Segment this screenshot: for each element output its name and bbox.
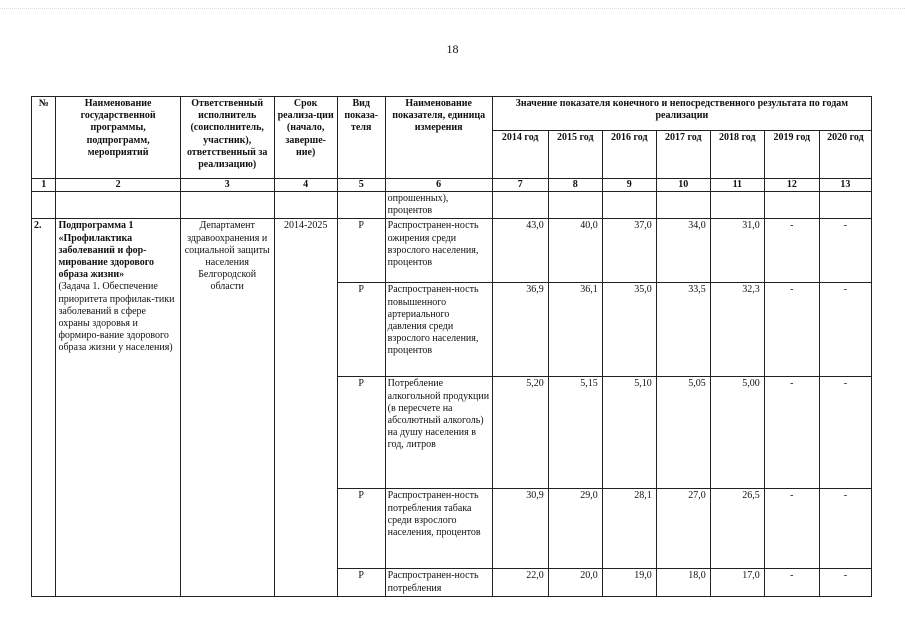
value-cell: 31,0: [710, 219, 764, 283]
value-cell: -: [764, 377, 819, 489]
col-number: 1: [32, 179, 56, 192]
scan-edge: [0, 0, 905, 9]
value-cell: -: [819, 489, 871, 569]
value-cell: 5,00: [710, 377, 764, 489]
col-number: 7: [492, 179, 548, 192]
value-cell: 36,1: [548, 283, 602, 377]
header-indicator: Наименование показателя, единица измерения: [385, 97, 492, 179]
indicators-table: [31, 96, 872, 597]
header-row-1: [32, 97, 872, 131]
value-cell: -: [819, 377, 871, 489]
subprogram-task: (Задача 1. Обеспечение приоритета профилак-тики заболеваний в сфере охраны здоровья и формиро-вание здорового образа жизни у населения): [58, 281, 175, 354]
table-row: [32, 219, 872, 283]
subprogram-cell: [56, 219, 180, 597]
value-cell: 26,5: [710, 489, 764, 569]
cell-empty: [492, 192, 548, 219]
col-number: 13: [819, 179, 871, 192]
col-number: 10: [656, 179, 710, 192]
indicator-type: Р: [337, 489, 385, 569]
cell-empty: [710, 192, 764, 219]
value-cell: 17,0: [710, 569, 764, 597]
value-cell: 27,0: [656, 489, 710, 569]
header-year: 2017 год: [656, 131, 710, 179]
value-cell: 30,9: [492, 489, 548, 569]
header-name: Наименование государственной программы, подпрограмм, мероприятий: [56, 97, 180, 179]
cell-empty: [764, 192, 819, 219]
header-type: Вид показа-теля: [337, 97, 385, 179]
table-row-continuation: [32, 192, 872, 219]
cell-empty: [656, 192, 710, 219]
col-number: 6: [385, 179, 492, 192]
period: 2014-2025: [274, 219, 337, 597]
indicator-name: Потребление алкогольной продукции (в пересчете на абсолютный алкоголь) на душу населения в год, литров: [385, 377, 492, 489]
value-cell: 35,0: [602, 283, 656, 377]
value-cell: 36,9: [492, 283, 548, 377]
col-number: 12: [764, 179, 819, 192]
value-cell: 43,0: [492, 219, 548, 283]
value-cell: -: [764, 219, 819, 283]
indicator-type: Р: [337, 569, 385, 597]
page-number: 18: [446, 42, 459, 56]
header-year: 2016 год: [602, 131, 656, 179]
indicator-type: Р: [337, 219, 385, 283]
value-cell: 18,0: [656, 569, 710, 597]
indicator-name: Распространен-ность потребления: [385, 569, 492, 597]
cell-empty: [337, 192, 385, 219]
value-cell: 5,20: [492, 377, 548, 489]
col-number: 9: [602, 179, 656, 192]
header-year: 2018 год: [710, 131, 764, 179]
value-cell: -: [764, 283, 819, 377]
cell-empty: [274, 192, 337, 219]
value-cell: 19,0: [602, 569, 656, 597]
indicator-type: Р: [337, 377, 385, 489]
value-cell: 37,0: [602, 219, 656, 283]
value-cell: -: [819, 283, 871, 377]
indicator-name: Распространен-ность потребления табака среди взрослого населения, процентов: [385, 489, 492, 569]
col-number: 3: [180, 179, 274, 192]
header-year: 2020 год: [819, 131, 871, 179]
value-cell: 33,5: [656, 283, 710, 377]
header-year: 2015 год: [548, 131, 602, 179]
indicator-name: Распространен-ность ожирения среди взрослого населения, процентов: [385, 219, 492, 283]
value-cell: 20,0: [548, 569, 602, 597]
col-number: 2: [56, 179, 180, 192]
cell-empty: [819, 192, 871, 219]
cell-empty: [32, 192, 56, 219]
subprogram-number: 2.: [32, 219, 56, 597]
value-cell: 22,0: [492, 569, 548, 597]
value-cell: -: [764, 569, 819, 597]
col-number: 8: [548, 179, 602, 192]
col-number: 5: [337, 179, 385, 192]
header-no: №: [32, 97, 56, 179]
header-year: 2014 год: [492, 131, 548, 179]
header-year: 2019 год: [764, 131, 819, 179]
col-number: 11: [710, 179, 764, 192]
header-values: Значение показателя конечного и непосредственного результата по годам реализации: [492, 97, 871, 131]
value-cell: 5,10: [602, 377, 656, 489]
indicator-name: опрошенных), процентов: [385, 192, 492, 219]
value-cell: 34,0: [656, 219, 710, 283]
header-period: Срок реализа-ции (начало, заверше-ние): [274, 97, 337, 179]
indicator-type: Р: [337, 283, 385, 377]
value-cell: 40,0: [548, 219, 602, 283]
value-cell: 32,3: [710, 283, 764, 377]
value-cell: 5,15: [548, 377, 602, 489]
column-numbers-row: [32, 179, 872, 192]
value-cell: -: [764, 489, 819, 569]
cell-empty: [56, 192, 180, 219]
executor: Департамент здравоохранения и социальной защиты населения Белгородской области: [180, 219, 274, 597]
cell-empty: [548, 192, 602, 219]
header-executor: Ответственный исполнитель (соисполнитель, участник), ответственный за реализацию): [180, 97, 274, 179]
value-cell: 5,05: [656, 377, 710, 489]
subprogram-title: Подпрограмма 1 «Профилактика заболеваний и фор-мирование здорового образа жизни»: [58, 220, 155, 281]
value-cell: -: [819, 569, 871, 597]
col-number: 4: [274, 179, 337, 192]
value-cell: 29,0: [548, 489, 602, 569]
cell-empty: [180, 192, 274, 219]
cell-empty: [602, 192, 656, 219]
indicator-name: Распространен-ность повышенного артериального давления среди взрослого населения, процентов: [385, 283, 492, 377]
value-cell: -: [819, 219, 871, 283]
value-cell: 28,1: [602, 489, 656, 569]
